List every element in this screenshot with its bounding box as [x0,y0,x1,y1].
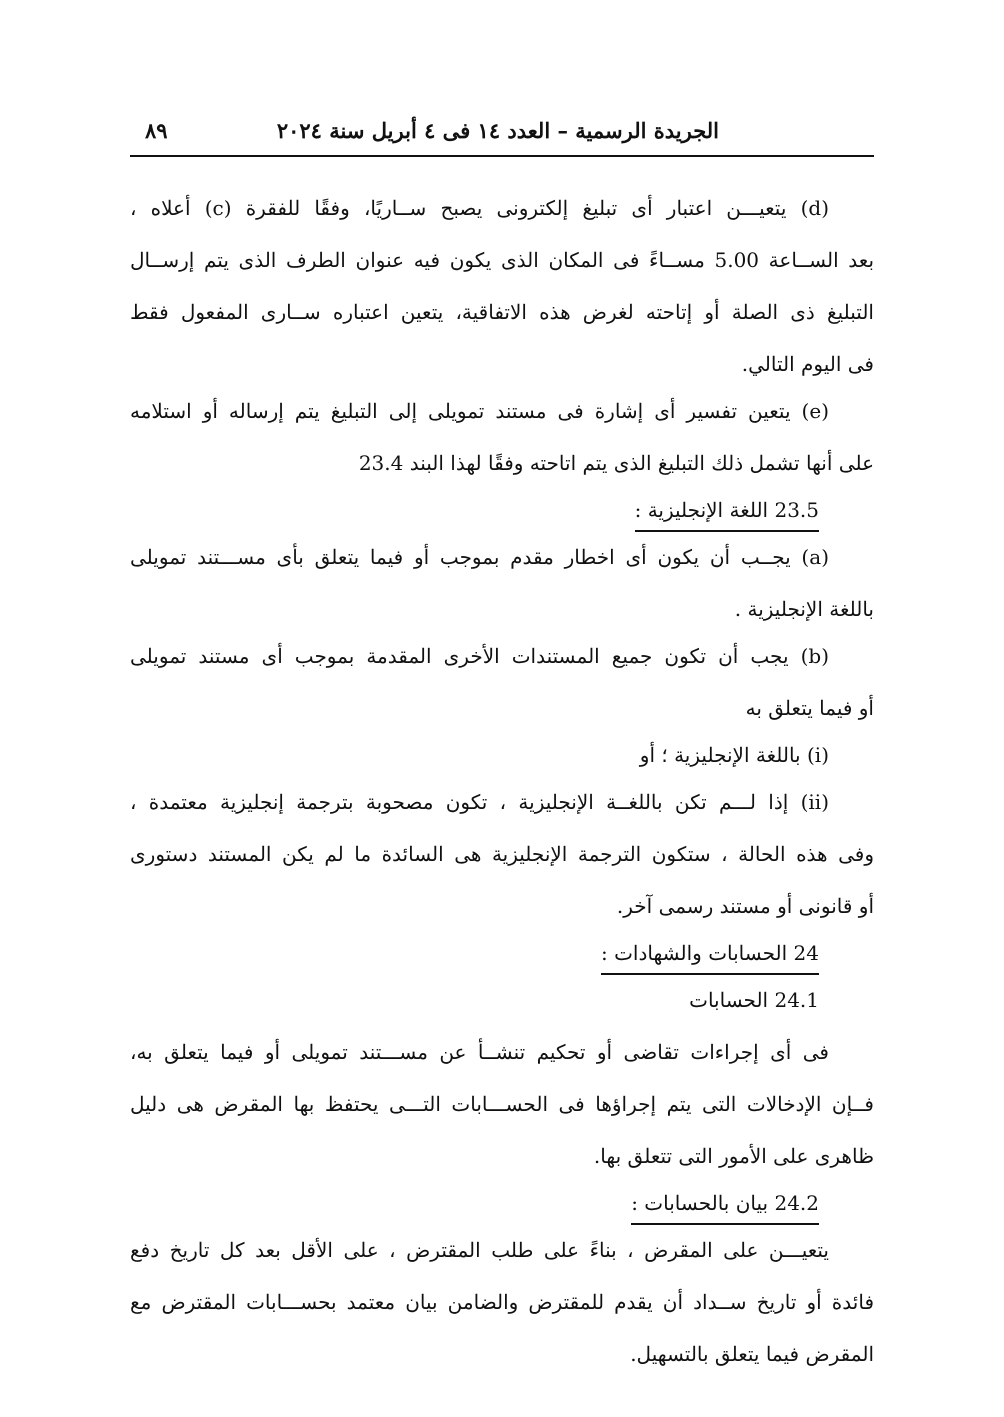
section-23-5-title: 23.5 اللغة الإنجليزية : [635,490,819,532]
paragraph-d-line-3: التبليغ ذى الصلة أو إتاحته لغرض هذه الاتفاقية، يتعين اعتباره ســارى المفعول فقط [130,300,874,324]
paragraph-b-line-2: أو فيما يتعلق به [745,696,874,720]
paragraph-e-line-2: على أنها تشمل ذلك التبليغ الذى يتم اتاحته وفقًا لهذا البند 23.4 [358,451,874,475]
section-24-2-line-1: يتعيـــن على المقرض ، بناءً على طلب المقترض ، على الأقل بعد كل تاريخ دفع [130,1238,829,1262]
section-24-2-title: 24.2 بيان بالحسابات : [631,1183,819,1225]
paragraph-a-line-1: (a) يجــب أن يكون أى اخطار مقدم بموجب أو فيما يتعلق بأى مســـتند تمويلى [130,545,829,569]
page-header [130,110,874,150]
section-24-1-line-3: ظاهرى على الأمور التى تتعلق بها. [593,1144,874,1168]
item-ii-line-2: وفى هذه الحالة ، ستكون الترجمة الإنجليزية هى السائدة ما لم يكن المستند دستورى [130,842,874,866]
section-24-2-heading [130,1181,874,1228]
section-24-1-line-2: فــإن الإدخالات التى يتم إجراؤها فى الحســـابات التـــى يحتفظ بها المقرض هى دليل [130,1092,874,1116]
page-number: ٨٩ [145,117,168,143]
paragraph-d-line-4: فى اليوم التالي. [741,352,874,376]
section-24-title: 24 الحسابات والشهادات : [601,933,819,975]
item-ii-line-1: (ii) إذا لـــم تكن باللغــة الإنجليزية ، تكون مصحوبة بترجمة إنجليزية معتمدة ، [130,790,829,814]
section-24-heading [130,931,874,978]
paragraph-e-line-1: (e) يتعين تفسير أى إشارة فى مستند تمويلى إلى التبليغ يتم إرساله أو استلامه [130,399,829,423]
item-i: (i) باللغة الإنجليزية ؛ أو [639,743,829,767]
paragraph-b-line-1: (b) يجب أن تكون جميع المستندات الأخرى المقدمة بموجب أى مستند تمويلى [130,644,829,668]
section-24-1-line-1: فى أى إجراءات تقاضى أو تحكيم تنشــأ عن مســـتند تمويلى أو فيما يتعلق به، [130,1040,829,1064]
section-24-2-line-2: فائدة أو تاريخ ســداد أن يقدم للمقترض والضامن بيان معتمد بحســـابات المقترض مع [130,1290,874,1314]
paragraph-d-line-2: بعد الســاعة 5.00 مســاءً فى المكان الذى يكون فيه عنوان الطرف الذى يتم إرســال [130,248,874,272]
paragraph-a-line-2: باللغة الإنجليزية . [734,597,874,621]
gazette-title: الجريدة الرسمية – العدد ١٤ فى ٤ أبريل سنة ٢٠٢٤ [276,117,719,143]
section-24-2-line-3: المقرض فيما يتعلق بالتسهيل. [630,1342,874,1366]
header-divider [130,155,874,157]
section-24-1-heading: 24.1 الحسابات [689,988,819,1012]
paragraph-d-line-1: (d) يتعيـــن اعتبار أى تبليغ إلكترونى يصبح ســاريًا، وفقًا للفقرة (c) أعلاه ، [130,196,829,220]
section-23-5-heading [130,488,874,535]
item-ii-line-3: أو قانونى أو مستند رسمى آخر. [616,894,874,918]
document-body [130,186,874,1384]
